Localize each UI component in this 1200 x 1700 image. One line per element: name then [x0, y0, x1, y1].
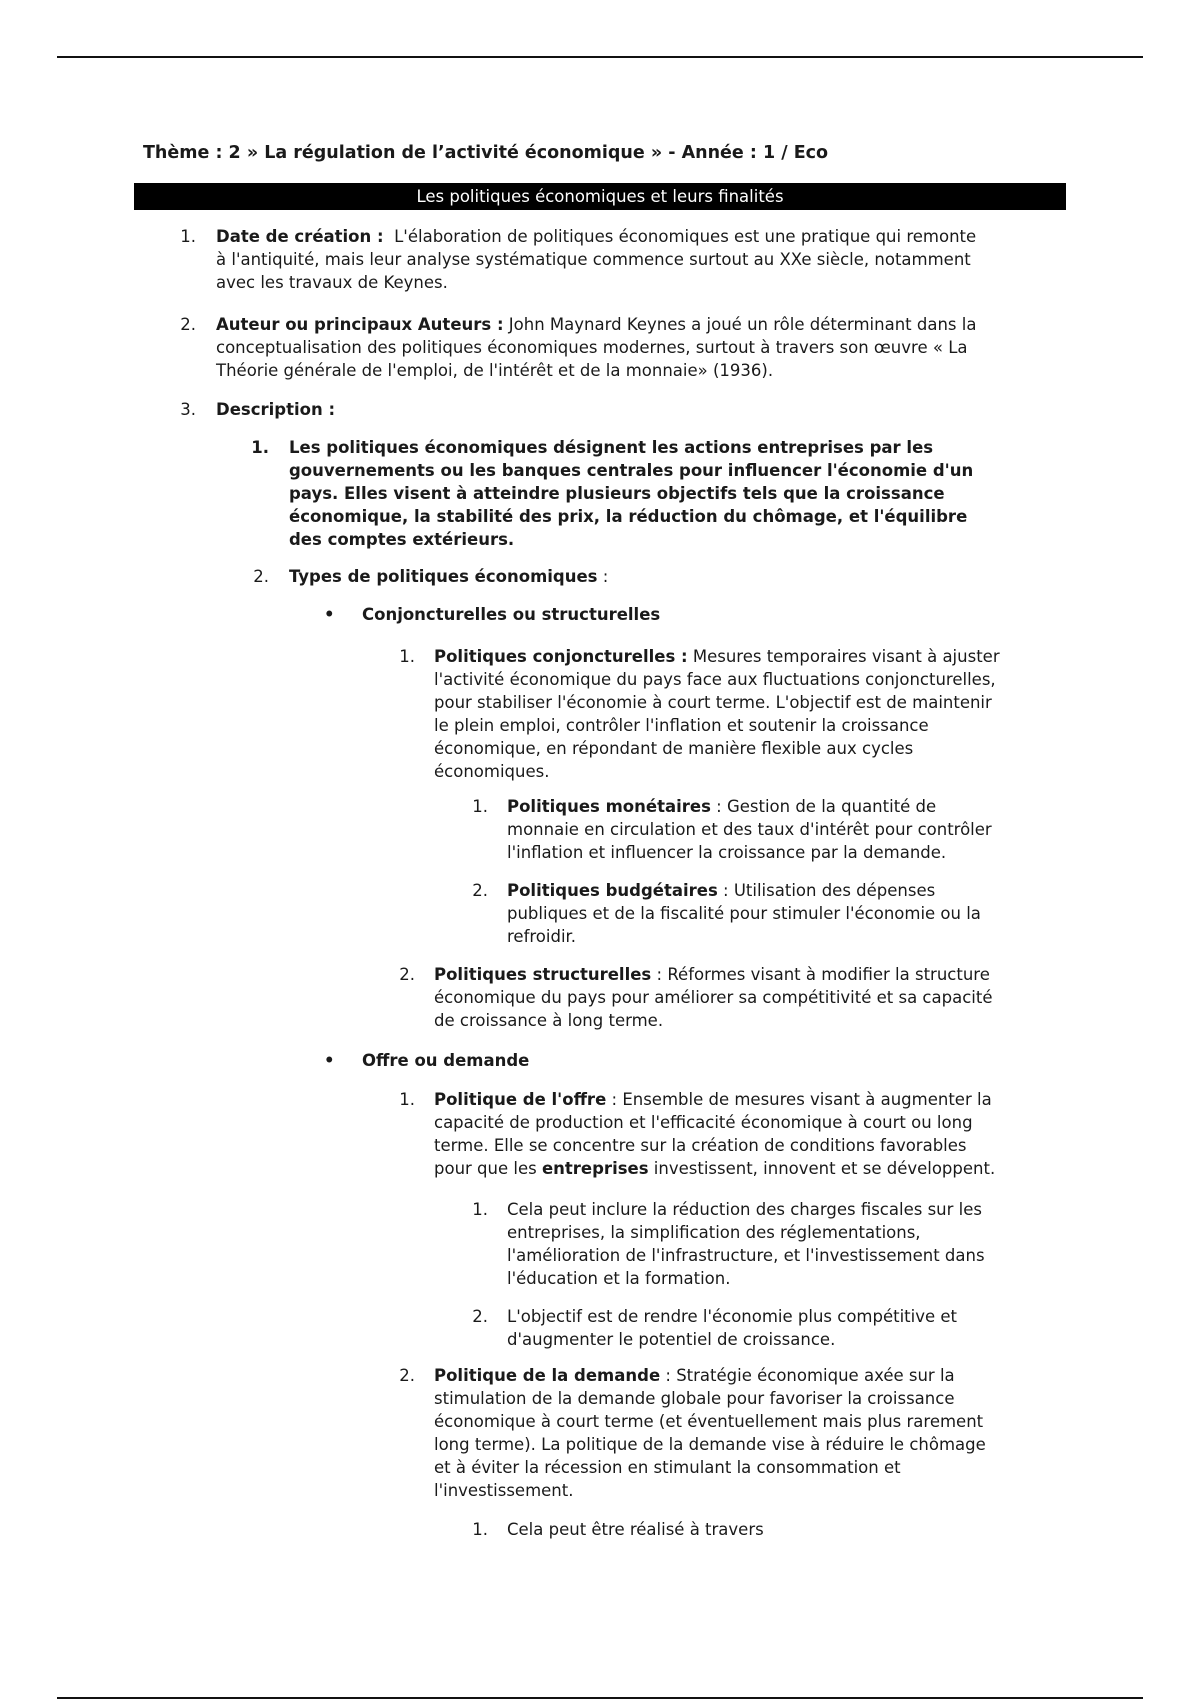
types-heading	[289, 565, 1109, 588]
text-line: : Réformes visant à modifier la structure	[651, 965, 990, 984]
bullet-label: Offre ou demande	[362, 1051, 530, 1070]
text-line: stimulation de la demande globale pour favoriser la croissance	[434, 1389, 955, 1408]
text-line: Les politiques économiques désignent les actions entreprises par les	[289, 438, 934, 457]
theme-heading: Thème : 2 » La régulation de l’activité économique » - Année : 1 / Eco	[143, 143, 829, 163]
text-line: économique, la stabilité des prix, la réduction du chômage, et l'équilibre	[289, 507, 968, 526]
list-number: 1.	[472, 1520, 488, 1539]
item-label: Politiques monétaires	[507, 797, 711, 816]
text-line: pour stabiliser l'économie à court terme. L'objectif est de maintenir	[434, 693, 992, 712]
item-label: Types de politiques économiques	[289, 567, 598, 586]
list-number: 2.	[399, 1366, 415, 1385]
text-line: l'éducation et la formation.	[507, 1269, 731, 1288]
definition-text	[289, 436, 1109, 551]
text-line: l'inflation et influencer la croissance par la demande.	[507, 843, 947, 862]
item-label: Date de création :	[216, 227, 384, 246]
text-line: refroidir.	[507, 927, 577, 946]
text-line: L'objectif est de rendre l'économie plus compétitive et	[507, 1307, 958, 1326]
list-item-text	[507, 879, 1107, 948]
list-number: 1.	[251, 438, 269, 457]
list-number: 1.	[180, 227, 196, 246]
text-line: pour que les	[434, 1159, 542, 1178]
item-label: Politiques structurelles	[434, 965, 652, 984]
text-line: Mesures temporaires visant à ajuster	[687, 647, 1000, 666]
item-label: Politique de l'offre	[434, 1090, 607, 1109]
text-line: publiques et de la fiscalité pour stimuler l'économie ou la	[507, 904, 981, 923]
item-label: Politiques budgétaires	[507, 881, 718, 900]
text-line: l'investissement.	[434, 1481, 574, 1500]
list-number: 1.	[472, 797, 488, 816]
bold-term: entreprises	[541, 1159, 649, 1178]
section-banner: Les politiques économiques et leurs finalités	[134, 183, 1066, 210]
text-line: terme. Elle se concentre sur la création de conditions favorables	[434, 1136, 967, 1155]
text-line: pays. Elles visent à atteindre plusieurs objectifs tels que la croissance	[289, 484, 945, 503]
text-line: capacité de production et l'efficacité économique à court ou long	[434, 1113, 973, 1132]
list-item-text	[434, 1364, 1134, 1502]
item-label: Auteur ou principaux Auteurs :	[216, 315, 504, 334]
list-number: 2.	[472, 1307, 488, 1326]
text-line: à l'antiquité, mais leur analyse systématique commence surtout au XXe siècle, notamment	[216, 250, 971, 269]
text-line: investissent, innovent et se développent.	[648, 1159, 996, 1178]
text-line: l'amélioration de l'infrastructure, et l'investissement dans	[507, 1246, 985, 1265]
list-item-text	[434, 645, 1134, 783]
list-item-text	[507, 1518, 1107, 1541]
text-line: entreprises, la simplification des réglementations,	[507, 1223, 921, 1242]
list-number: 2.	[472, 881, 488, 900]
bottom-rule	[57, 1697, 1143, 1699]
list-number: 2.	[253, 567, 269, 586]
text-line: Théorie générale de l'emploi, de l'intérêt et de la monnaie» (1936).	[216, 361, 774, 380]
text-line: le plein emploi, contrôler l'inflation et soutenir la croissance	[434, 716, 929, 735]
text-line: : Gestion de la quantité de	[710, 797, 937, 816]
top-rule	[57, 56, 1143, 58]
text-line: L'élaboration de politiques économiques est une pratique qui remonte	[383, 227, 977, 246]
text-line: conceptualisation des politiques économiques modernes, surtout à travers son œuvre « La	[216, 338, 968, 357]
text-line: d'augmenter le potentiel de croissance.	[507, 1330, 836, 1349]
text-line: gouvernements ou les banques centrales pour influencer l'économie d'un	[289, 461, 974, 480]
list-item-text	[434, 1088, 1134, 1180]
text-line: Cela peut inclure la réduction des charges fiscales sur les	[507, 1200, 982, 1219]
text-line: : Ensemble de mesures visant à augmenter la	[606, 1090, 992, 1109]
item-label: Description :	[216, 400, 336, 419]
text-line: long terme). La politique de la demande vise à réduire le chômage	[434, 1435, 986, 1454]
list-item-text	[216, 313, 1116, 382]
list-number: 1.	[399, 1090, 415, 1109]
list-number: 2.	[180, 315, 196, 334]
text-line: économique à court terme (et éventuellement mais plus rarement	[434, 1412, 984, 1431]
item-label: Politique de la demande	[434, 1366, 661, 1385]
bullet-icon: •	[324, 1051, 335, 1070]
item-label: Politiques conjoncturelles :	[434, 647, 688, 666]
text-line: :	[597, 567, 609, 586]
text-line: économiques.	[434, 762, 550, 781]
text-line: l'activité économique du pays face aux fluctuations conjoncturelles,	[434, 670, 996, 689]
text-line: avec les travaux de Keynes.	[216, 273, 448, 292]
list-number: 1.	[399, 647, 415, 666]
text-line: des comptes extérieurs.	[289, 530, 515, 549]
list-item-text	[216, 225, 1116, 294]
text-line: économique du pays pour améliorer sa compétitivité et sa capacité	[434, 988, 993, 1007]
list-number: 1.	[472, 1200, 488, 1219]
text-line: : Utilisation des dépenses	[717, 881, 936, 900]
bullet-icon: •	[324, 605, 335, 624]
list-number: 3.	[180, 400, 196, 419]
bullet-label: Conjoncturelles ou structurelles	[362, 605, 661, 624]
list-item-text	[507, 795, 1107, 864]
text-line: : Stratégie économique axée sur la	[660, 1366, 955, 1385]
list-number: 2.	[399, 965, 415, 984]
list-item-text	[434, 963, 1134, 1032]
list-item-text	[507, 1198, 1107, 1290]
text-line: de croissance à long terme.	[434, 1011, 664, 1030]
list-item-text	[507, 1305, 1107, 1351]
text-line: et à éviter la récession en stimulant la consommation et	[434, 1458, 901, 1477]
text-line: monnaie en circulation et des taux d'intérêt pour contrôler	[507, 820, 992, 839]
text-line: John Maynard Keynes a joué un rôle déterminant dans la	[503, 315, 977, 334]
text-line: Cela peut être réalisé à travers	[507, 1520, 764, 1539]
text-line: économique, en répondant de manière flexible aux cycles	[434, 739, 914, 758]
